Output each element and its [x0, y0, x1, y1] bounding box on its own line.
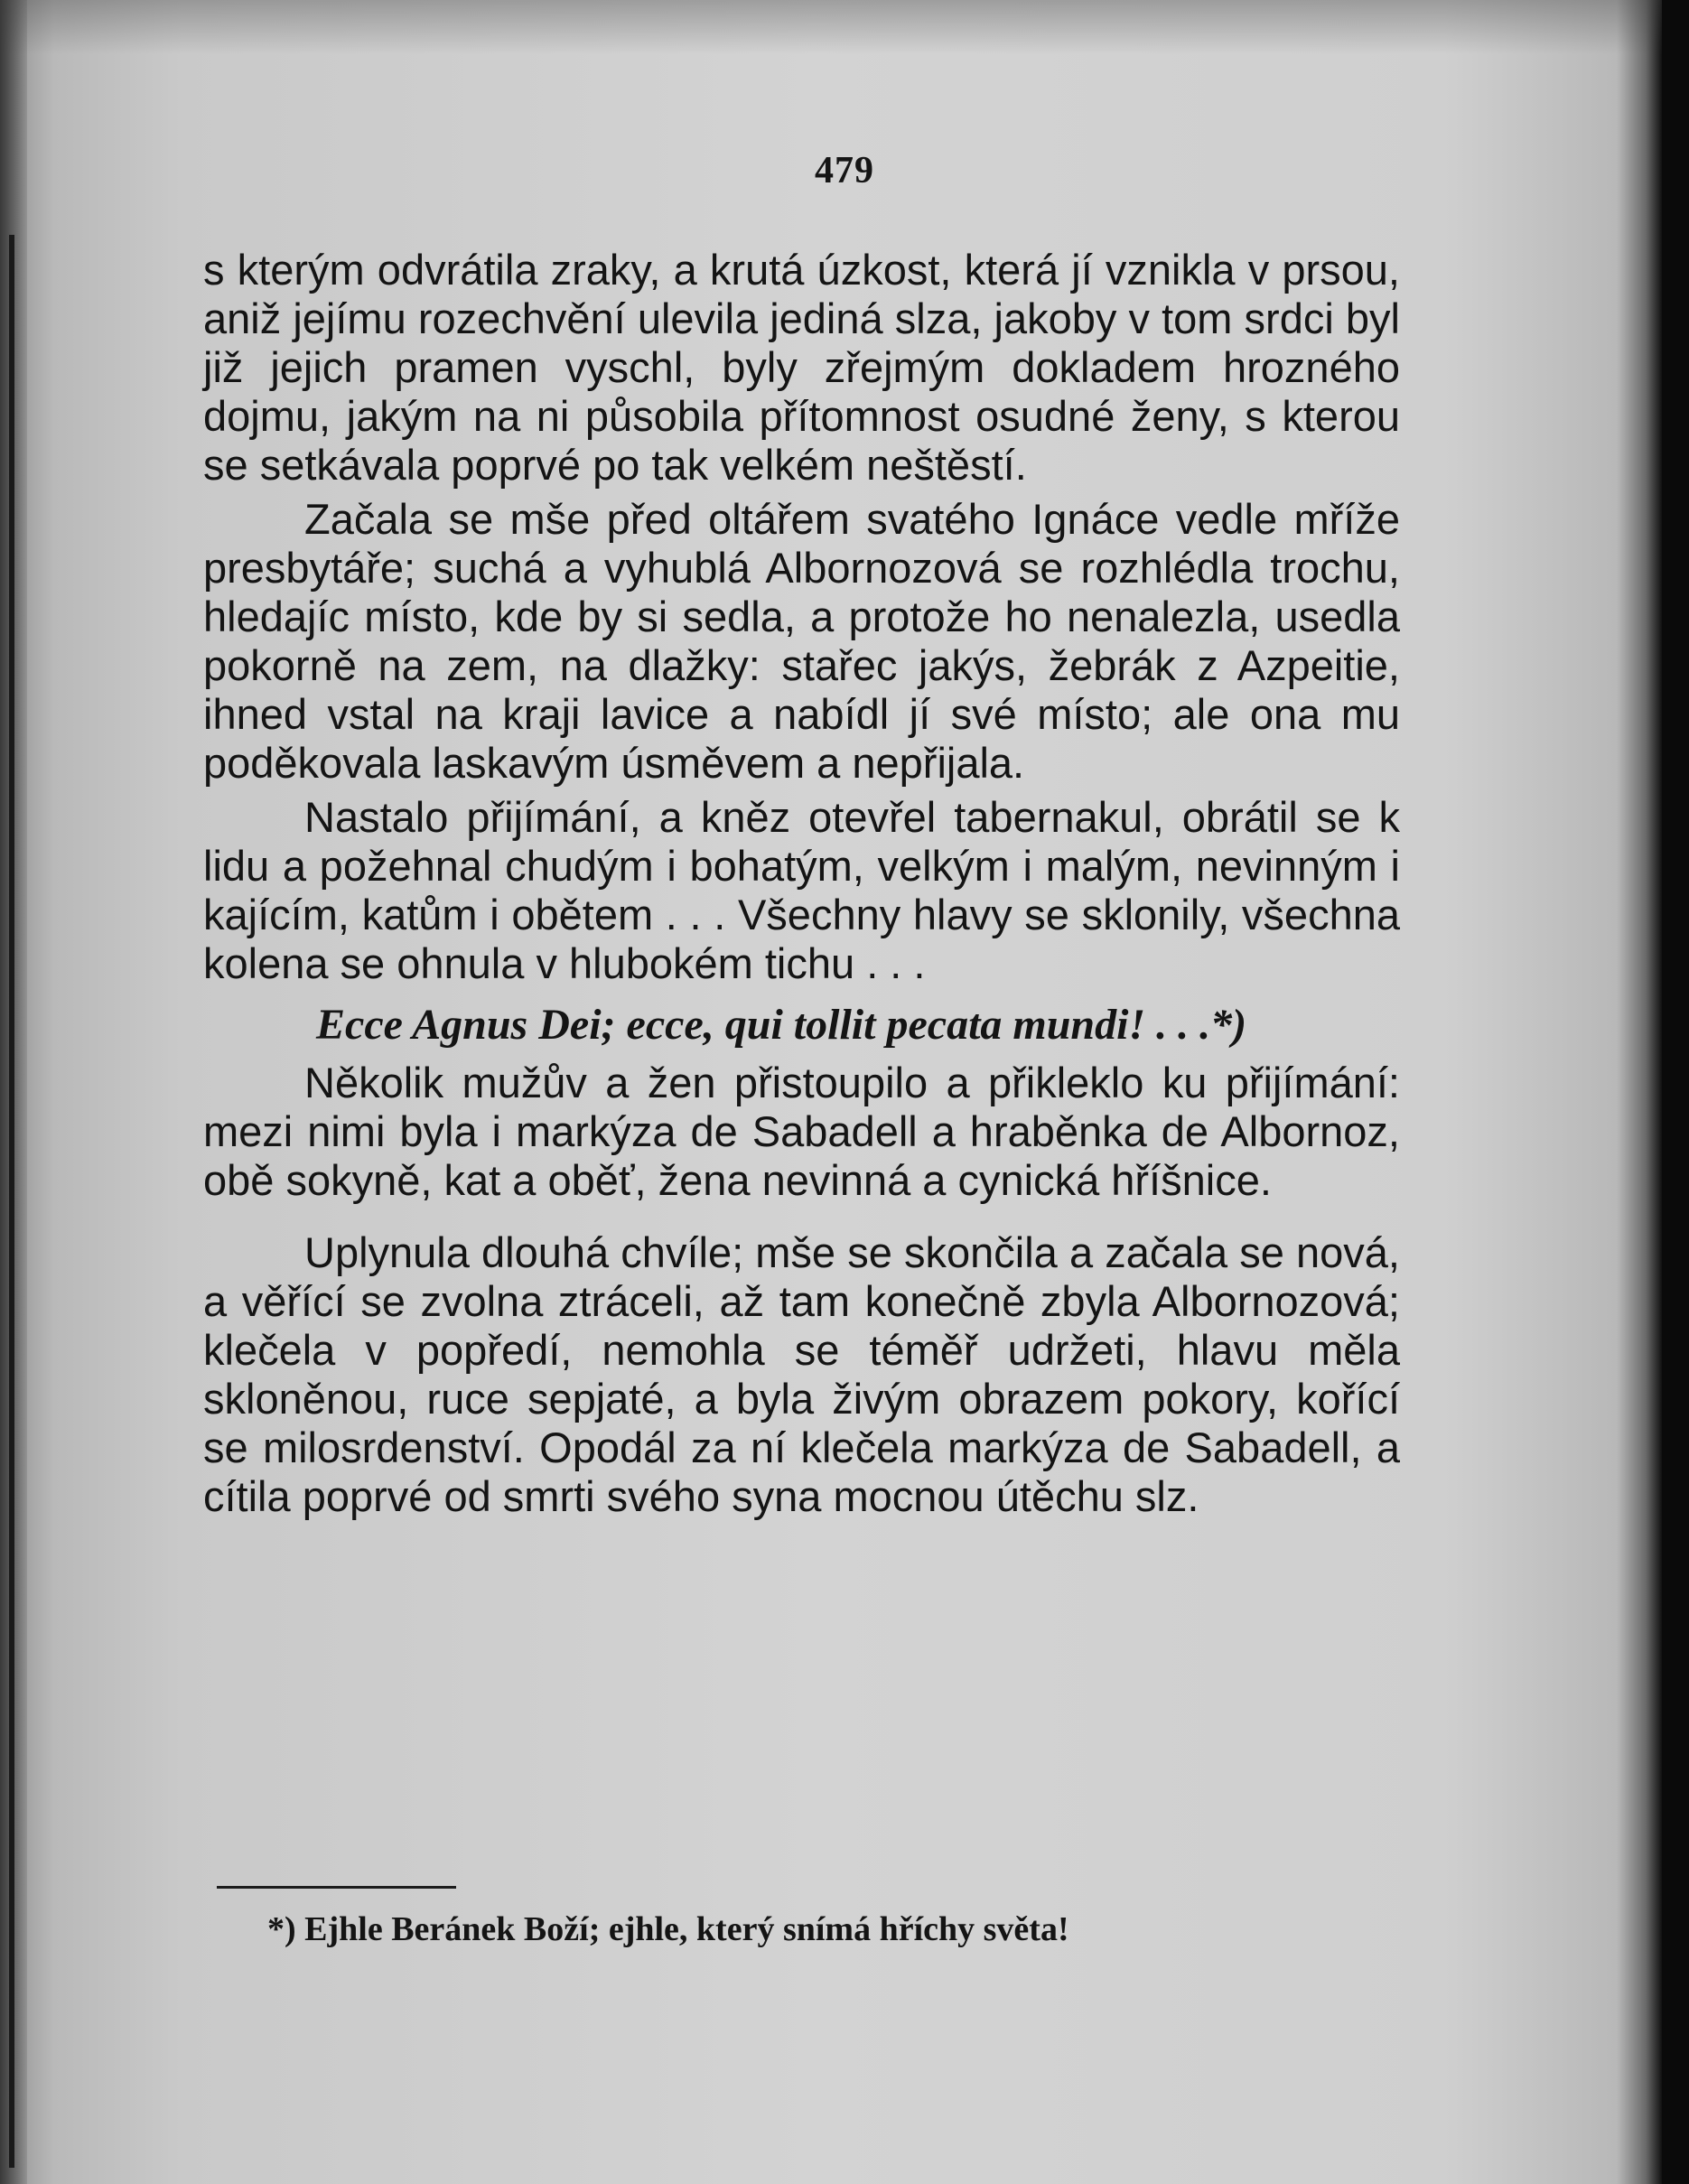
paragraph-1: s kterým odvrátila zraky, a krutá úzkost, která jí vznikla v prsou, aniž jejímu rozechvění ulevila jediná slza, jakoby v tom srdci byl již jejich pramen vyschl, byly zřejmým dokladem hrozného dojmu, jakým na ni působila přítomnost osudné ženy, s kterou se setkávala poprvé po tak velkém neštěstí. [203, 246, 1400, 489]
footnote-separator [217, 1886, 456, 1889]
page-number: 479 [815, 150, 874, 191]
body-text [203, 246, 1400, 1521]
paragraph-5: Uplynula dlouhá chvíle; mše se skončila a začala se nová, a věřící se zvolna ztráceli, až tam konečně zbyla Albornozová; klečela v popředí, nemohla se téměř udržeti, hlavu měla skloněnou, ruce sepjaté, a byla živým obrazem pokory, kořící se milosrdenství. Opodál za ní klečela markýza de Sabadell, a cítila poprvé od smrti svého syna mocnou útěchu slz. [203, 1228, 1400, 1520]
page-right-border [1662, 0, 1689, 2184]
paragraph-4: Několik mužův a žen přistoupilo a přikleklo ku přijímání: mezi nimi byla i markýza de Sabadell a hraběnka de Albornoz, obě sokyně, kat a oběť, žena nevinná a cynická hříšnice. [203, 1059, 1400, 1204]
binding-edge [9, 235, 14, 2168]
paragraph-2: Začala se mše před oltářem svatého Ignáce vedle mříže presbytáře; suchá a vyhublá Albornozová se rozhlédla trochu, hledajíc místo, kde by si sedla, a protože ho nenalezla, usedla pokorně na zem, na dlažky: stařec jakýs, žebrák z Azpeitie, ihned vstal na kraji lavice a nabídl jí své místo; ale ona mu poděkovala laskavým úsměvem a nepřijala. [203, 495, 1400, 787]
footnote: *) Ejhle Beránek Boží; ejhle, který snímá hříchy světa! [267, 1910, 1069, 1948]
top-shadow [0, 0, 1662, 54]
latin-quote: Ecce Agnus Dei; ecce, qui tollit pecata mundi! . . .*) [316, 1001, 1247, 1049]
paragraph-3: Nastalo přijímání, a kněz otevřel tabernakul, obrátil se k lidu a požehnal chudým i bohatým, velkým i malým, nevinným i kajícím, katům i obětem . . . Všechny hlavy se sklonily, všechna kolena se ohnula v hlubokém tichu . . . [203, 793, 1400, 987]
